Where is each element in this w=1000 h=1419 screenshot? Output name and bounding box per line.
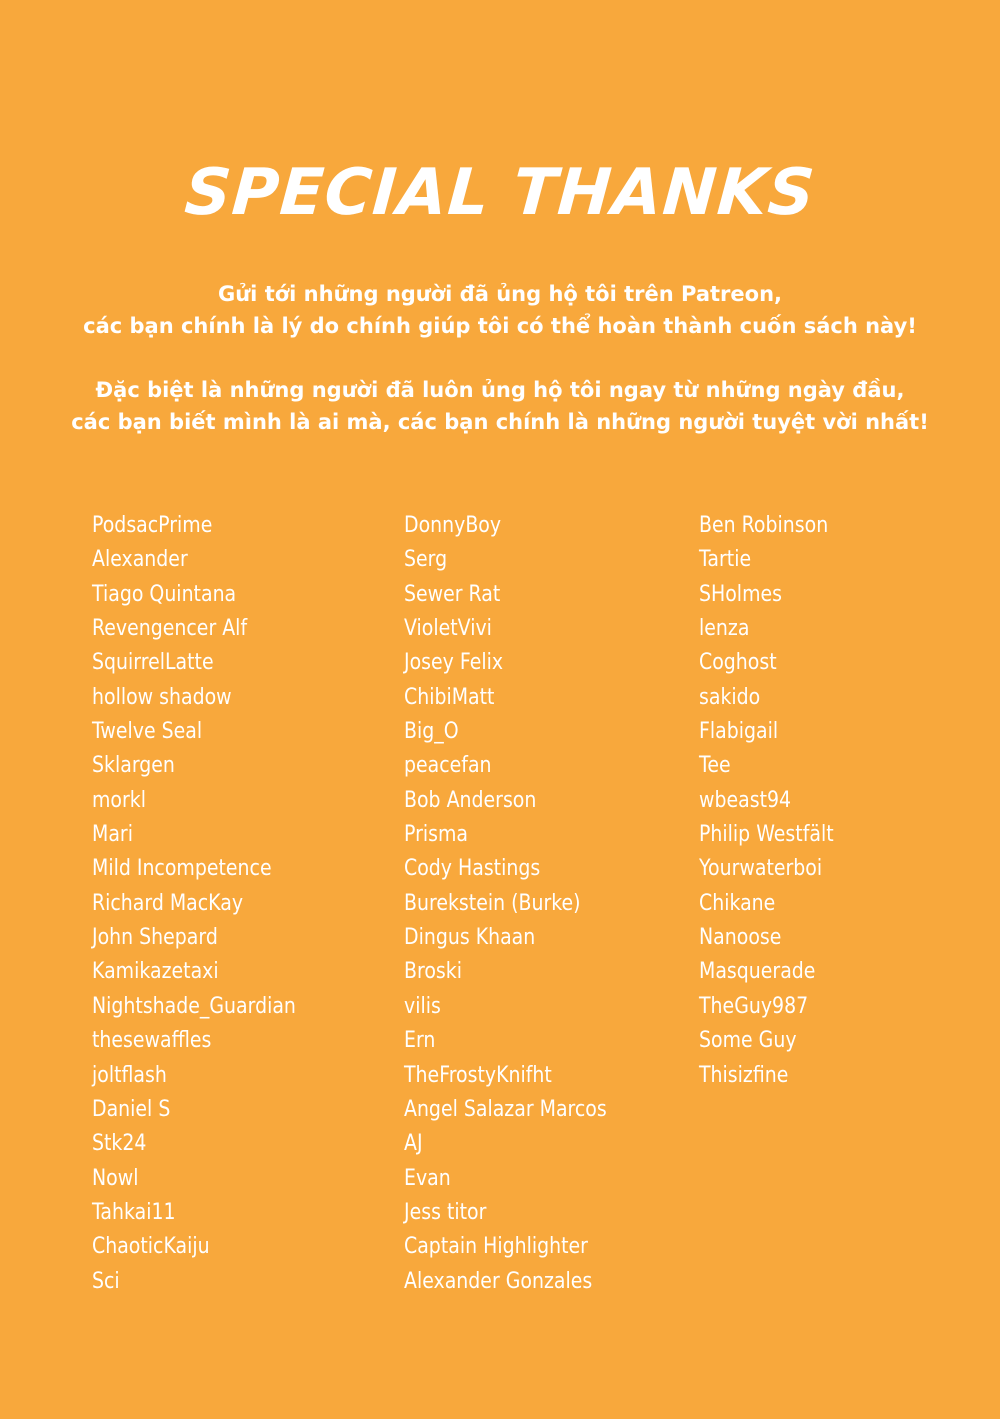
supporter-name: Bob Anderson bbox=[404, 787, 537, 813]
supporter-name: vilis bbox=[404, 993, 441, 1019]
supporter-name: Stk24 bbox=[92, 1131, 147, 1157]
supporter-name: Nightshade_Guardian bbox=[92, 993, 296, 1019]
supporter-name: TheFrostyKnifht bbox=[404, 1062, 552, 1088]
supporter-name: Yourwaterboi bbox=[699, 856, 823, 882]
supporter-name: Prisma bbox=[404, 822, 469, 848]
supporter-name: Tiago Quintana bbox=[92, 581, 237, 607]
supporter-name: Philip Westfält bbox=[699, 822, 834, 848]
supporter-name: Cody Hastings bbox=[404, 856, 541, 882]
supporter-name: Coghost bbox=[699, 650, 777, 676]
supporter-name: SHolmes bbox=[699, 581, 783, 607]
supporter-name: Masquerade bbox=[699, 959, 816, 985]
supporter-name: Jess titor bbox=[404, 1199, 487, 1225]
supporter-name: Chikane bbox=[699, 890, 776, 916]
supporter-name: Josey Felix bbox=[404, 650, 504, 676]
supporter-name: Evan bbox=[404, 1165, 451, 1191]
supporter-name: peacefan bbox=[404, 753, 492, 779]
supporter-name: Big_O bbox=[404, 719, 459, 745]
supporter-name: Ern bbox=[404, 1028, 436, 1054]
supporter-name: Sci bbox=[92, 1268, 120, 1294]
supporter-name: Nowl bbox=[92, 1165, 139, 1191]
supporter-name: Nanoose bbox=[699, 925, 782, 951]
supporters-column-1 bbox=[92, 509, 296, 1299]
supporter-name: Tee bbox=[699, 753, 731, 779]
supporter-name: Daniel S bbox=[92, 1096, 171, 1122]
supporter-name: PodsacPrime bbox=[92, 513, 213, 538]
supporter-name: Angel Salazar Marcos bbox=[404, 1096, 607, 1122]
supporter-name: John Shepard bbox=[92, 925, 218, 951]
supporter-name: SquirrelLatte bbox=[92, 650, 214, 676]
intro-paragraph-2 bbox=[60, 374, 940, 438]
supporter-name: Alexander bbox=[92, 547, 188, 573]
supporter-name: VioletVivi bbox=[404, 616, 492, 642]
supporter-name: thesewaffles bbox=[92, 1028, 212, 1054]
supporter-name: ChibiMatt bbox=[404, 684, 495, 710]
supporters-column-3 bbox=[699, 509, 834, 1093]
supporter-name: Mari bbox=[92, 822, 133, 848]
supporter-name: Sewer Rat bbox=[404, 581, 501, 607]
supporter-name: Some Guy bbox=[699, 1028, 797, 1054]
supporter-name: joltflash bbox=[92, 1062, 167, 1088]
supporter-name: Mild Incompetence bbox=[92, 856, 272, 882]
supporter-name: Revengencer Alf bbox=[92, 616, 248, 642]
supporter-name: Sklargen bbox=[92, 753, 175, 779]
supporter-name: Ben Robinson bbox=[699, 513, 829, 538]
intro-paragraph-1 bbox=[60, 278, 940, 342]
supporter-name: hollow shadow bbox=[92, 684, 232, 710]
supporter-name: Tahkai11 bbox=[92, 1199, 176, 1225]
intro-line: các bạn chính là lý do chính giúp tôi có thể hoàn thành cuốn sách này! bbox=[83, 314, 917, 338]
supporter-name: AJ bbox=[404, 1131, 423, 1157]
supporter-name: Alexander Gonzales bbox=[404, 1268, 593, 1294]
supporter-name: Burekstein (Burke) bbox=[404, 890, 581, 916]
supporter-name: Thisizfine bbox=[699, 1062, 789, 1088]
supporter-name: TheGuy987 bbox=[699, 993, 809, 1019]
supporter-name: Captain Highlighter bbox=[404, 1234, 588, 1260]
supporter-name: sakido bbox=[699, 684, 761, 710]
supporter-name: ChaoticKaiju bbox=[92, 1234, 210, 1260]
supporter-name: Tartie bbox=[699, 547, 752, 573]
intro-line: Gửi tới những người đã ủng hộ tôi trên Patreon, bbox=[218, 282, 782, 306]
page-title: SPECIAL THANKS bbox=[182, 156, 818, 230]
supporter-name: DonnyBoy bbox=[404, 513, 502, 538]
supporter-name: lenza bbox=[699, 616, 750, 642]
supporter-name: Broski bbox=[404, 959, 462, 985]
supporter-name: morkl bbox=[92, 787, 147, 813]
intro-line: Đặc biệt là những người đã luôn ủng hộ tôi ngay từ những ngày đầu, bbox=[95, 378, 905, 402]
intro-line: các bạn biết mình là ai mà, các bạn chính là những người tuyệt vời nhất! bbox=[71, 410, 929, 434]
supporter-name: Dingus Khaan bbox=[404, 925, 536, 951]
supporter-name: wbeast94 bbox=[699, 787, 792, 813]
supporters-column-2 bbox=[404, 509, 607, 1299]
supporter-name: Flabigail bbox=[699, 719, 779, 745]
supporter-name: Richard MacKay bbox=[92, 890, 244, 916]
supporter-name: Kamikazetaxi bbox=[92, 959, 219, 985]
supporter-name: Twelve Seal bbox=[92, 719, 203, 745]
supporter-name: Serg bbox=[404, 547, 448, 573]
